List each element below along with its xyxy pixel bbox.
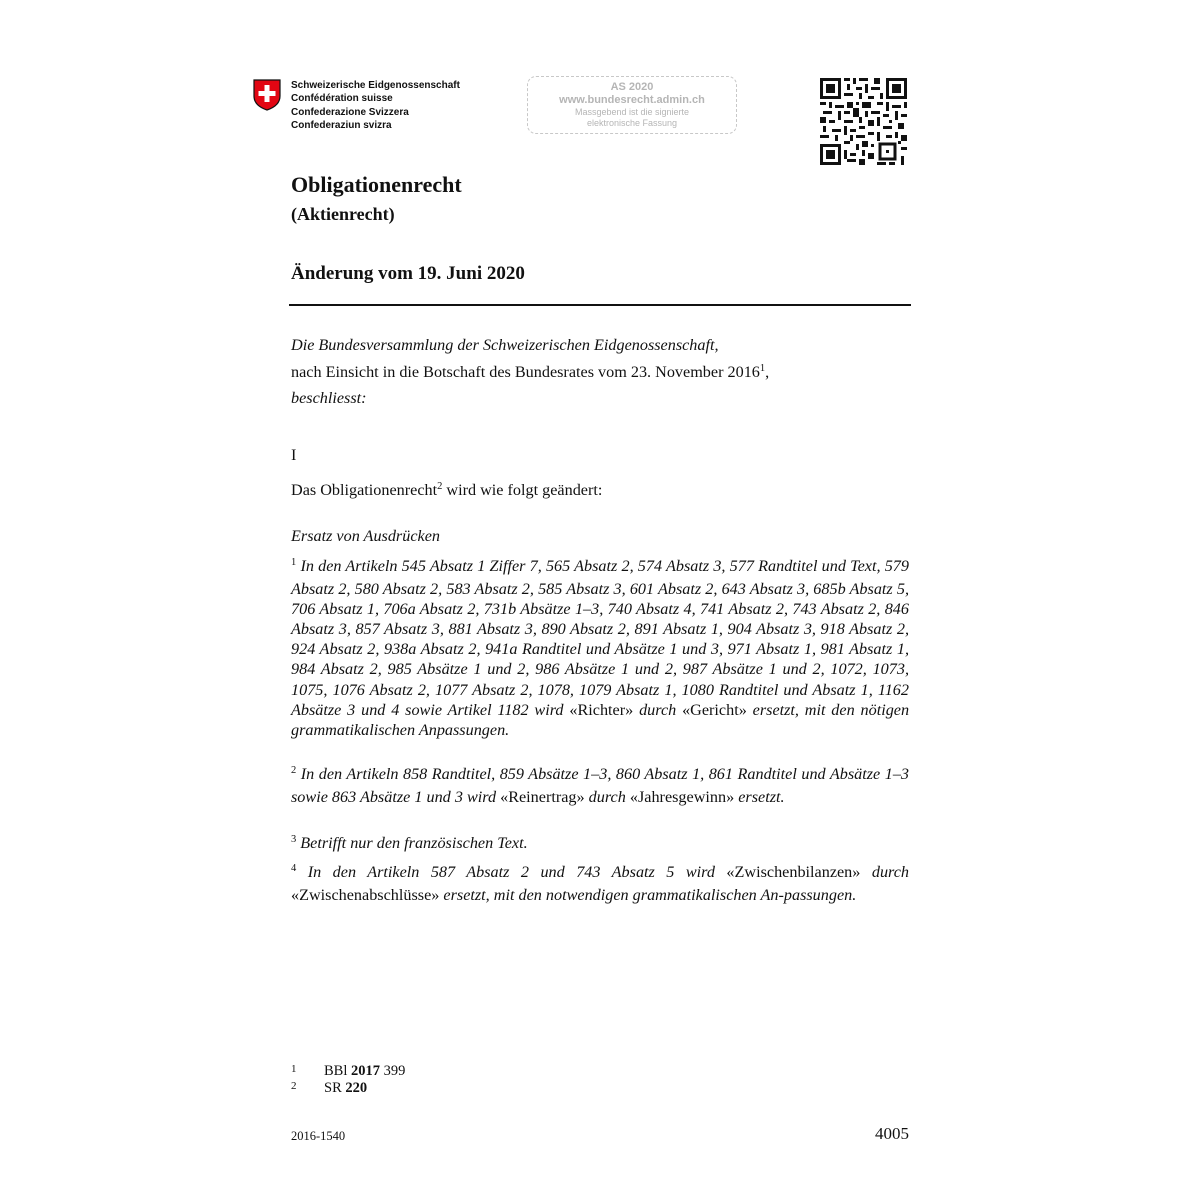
paragraph-tail: ersetzt, mit den nötigen grammatikalischen Anpassungen. [291,700,910,739]
stamp-url: www.bundesrecht.admin.ch [559,94,705,106]
paragraph-lead: In den Artikeln 858 Randtitel, 859 Absätze 1–3, 860 Absatz 1, 861 Randtitel und Absätze 1–3 sowie 863 Absätze 1 und 3 wird [291,765,910,807]
footnote-number: 2 [291,1080,297,1092]
paragraph-2 [291,764,909,807]
paragraph-number: 4 [291,863,297,874]
footnote-number: 1 [291,1063,297,1075]
term-new: «Zwischenabschlüsse» [291,886,440,905]
term-old: «Richter» [569,700,634,719]
document-title: Obligationenrecht [291,172,462,197]
confederation-name-de: Schweizerische Eidgenossenschaft [291,80,460,91]
swiss-cross-shield-icon [253,79,281,111]
amendment-date-heading: Änderung vom 19. Juni 2020 [291,263,525,284]
footnote-ref-2[interactable]: 2 [437,481,443,492]
section-intro-text: Das Obligationenrecht [291,481,438,499]
paragraph-lead: In den Artikeln 587 Absatz 2 und 743 Absatz 5 wird [307,863,715,881]
footnote-year: 2017 [351,1063,380,1079]
section-intro [291,481,602,500]
footnote-reference: 220 [345,1080,368,1096]
footnote-source: BBl [324,1063,351,1079]
confederation-name-fr: Confédération suisse [291,93,393,105]
preamble-resolves: beschliesst: [291,389,367,407]
paragraph-connector: durch [588,788,626,807]
paragraph-tail: ersetzt, mit den notwendigen grammatikalischen An-passungen. [443,886,857,905]
term-old: «Zwischenbilanzen» [726,863,861,881]
paragraph-number: 1 [291,557,297,568]
stamp-collection: AS 2020 [610,81,654,93]
document-subtitle: (Aktienrecht) [291,204,395,224]
section-numeral: I [291,446,297,464]
paragraph-3 [291,833,909,856]
preamble-enacting-body: Die Bundesversammlung der Schweizerischen Eidgenossenschaft, [291,336,719,354]
paragraph-lead: In den Artikeln 545 Absatz 1 Ziffer 7, 565 Absatz 2, 574 Absatz 3, 577 Randtitel und Text, 579 Absatz 2, 580 Absatz 2, 583 Absatz 2, 585 Absatz 3, 601 Absatz 2, 643 Absatz 3, 685b Absatz 5, 706 Absatz 1, 706a Absatz 2, 731b Absätze 1–3, 740 Absatz 4, 741 Absatz 2, 743 Absatz 2, 846 Absatz 3, 857 Absatz 3, 881 Absatz 3, 890 Absatz 2, 891 Absatz 1, 904 Absatz 3, 918 Absatz 2, 924 Absatz 2, 938a Absatz 2, 941a Randtitel und Absätze 1 und 3, 971 Absatz 1, 981 Absatz 1, 984 Absatz 2, 985 Absätze 1 und 2, 986 Absätze 1 und 2, 987 Absätze 1 und 2, 1072, 1073, 1075, 1076 Absatz 2, 1077 Absatz 2, 1078, 1079 Absatz 1, 1080 Randtitel und Absatz 1, 1162 Absätze 3 und 4 sowie Artikel 1182 wird [291,557,909,719]
footnote-2 [291,1080,367,1097]
confederation-names [291,79,460,132]
qr-code-icon [819,78,908,165]
term-new: «Gericht» [682,700,747,719]
paragraph-number: 3 [291,834,297,845]
preamble-considering-end: , [765,363,770,381]
term-old: «Reinertrag» [500,788,585,807]
preamble-considering [291,363,769,382]
footnote-page: 399 [380,1063,406,1079]
paragraph-4 [291,862,909,905]
title-divider [289,304,911,306]
term-new: «Jahresgewinn» [629,788,735,807]
stamp-note-line1: Massgebend ist die signierte [574,107,690,117]
page-number: 4005 [875,1124,909,1143]
paragraph-connector: durch [871,863,910,881]
stamp-note-line2: elektronische Fassung [586,118,678,128]
footnote-ref-1[interactable]: 1 [759,363,766,374]
paragraph-tail: ersetzt. [738,788,785,807]
confederation-name-it: Confederazione Svizzera [291,106,409,118]
footnote-source: SR [324,1080,346,1096]
paragraph-number: 2 [291,765,297,776]
document-code: 2016-1540 [291,1129,346,1143]
confederation-name-rm: Confederaziun svizra [291,119,392,131]
article-heading: Ersatz von Ausdrücken [291,527,440,545]
footnote-1 [291,1063,405,1080]
section-intro-end: wird wie folgt geändert: [442,481,603,499]
paragraph-connector: durch [639,700,677,719]
preamble-considering-text: nach Einsicht in die Botschaft des Bundesrates vom 23. November 2016 [291,363,760,381]
paragraph-text: Betrifft nur den französischen Text. [300,834,528,852]
official-publication-stamp [527,76,737,134]
paragraph-1 [291,556,909,740]
